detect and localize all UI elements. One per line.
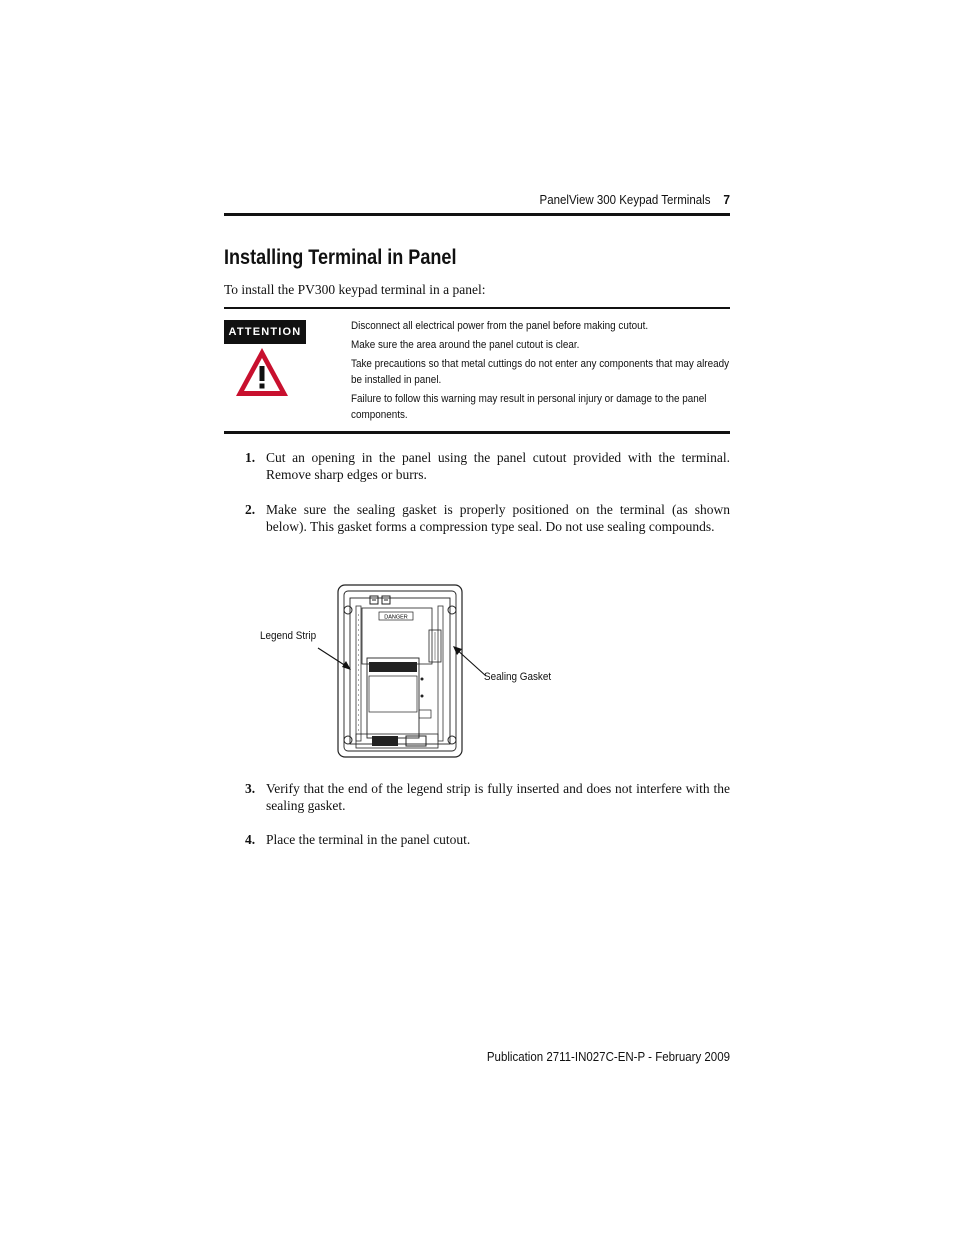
legend-strip-label: Legend Strip (260, 630, 317, 642)
attention-top-rule (224, 307, 730, 309)
page-number: 7 (723, 192, 730, 207)
step-3 (245, 780, 730, 814)
step-1 (245, 449, 730, 483)
header-rule (224, 213, 730, 216)
step-number: 4. (245, 832, 256, 847)
attention-item: Failure to follow this warning may result in personal injury or damage to the panel components. (351, 393, 707, 421)
attention-bottom-rule (224, 431, 730, 434)
step-number: 3. (245, 781, 256, 796)
step-text: Make sure the sealing gasket is properly positioned on the terminal (as shown below). This gasket forms a compression type seal. Do not use sealing compounds. (266, 502, 730, 534)
sealing-gasket-label: Sealing Gasket (484, 671, 552, 683)
header-title: PanelView 300 Keypad Terminals (539, 193, 711, 207)
danger-label: DANGER (384, 614, 408, 621)
step-text: Place the terminal in the panel cutout. (266, 832, 471, 847)
step-number: 1. (245, 450, 256, 465)
attention-badge: ATTENTION (224, 320, 306, 344)
step-text: Cut an opening in the panel using the panel cutout provided with the terminal. Remove sharp edges or burrs. (266, 450, 730, 482)
step-2 (245, 501, 730, 535)
attention-item: Make sure the area around the panel cutout is clear. (351, 339, 580, 351)
attention-item: Take precautions so that metal cuttings do not enter any components that may already be installed in panel. (351, 358, 730, 386)
running-header (264, 192, 730, 207)
terminal-figure (256, 584, 576, 760)
attention-text (351, 318, 730, 426)
step-text: Verify that the end of the legend strip is fully inserted and does not interfere with the sealing gasket. (266, 781, 730, 813)
publication-footer: Publication 2711-IN027C-EN-P - February 2009 (486, 1050, 730, 1064)
intro-text: To install the PV300 keypad terminal in a panel: (224, 282, 486, 297)
section-title: Installing Terminal in Panel (224, 246, 457, 269)
warning-triangle-icon (234, 346, 290, 398)
step-4 (245, 831, 730, 848)
step-number: 2. (245, 502, 256, 517)
attention-item: Disconnect all electrical power from the panel before making cutout. (351, 320, 649, 332)
